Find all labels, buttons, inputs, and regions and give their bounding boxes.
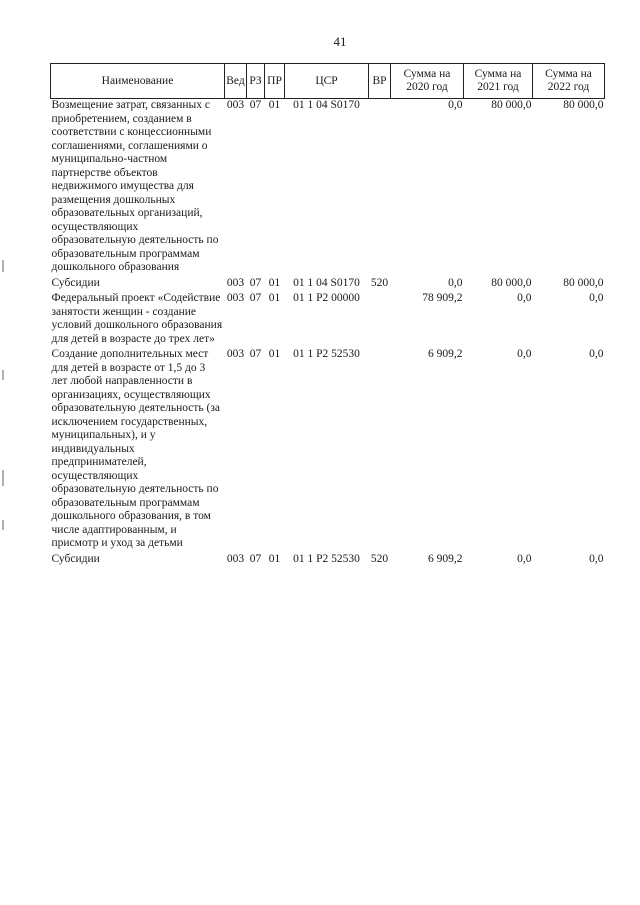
row-pr: 01 — [268, 552, 281, 565]
row-ved: 003 — [226, 276, 245, 289]
page-number: 41 — [333, 34, 347, 49]
header-sum-2021: Сумма на 2021 год — [464, 64, 533, 99]
scan-edge-mark — [2, 470, 4, 486]
row-sum-2021: 0,0 — [517, 348, 532, 360]
row-csr: 01 1 P2 52530 — [293, 348, 360, 360]
row-sum-2020: 6 909,2 — [428, 552, 463, 565]
table-row — [51, 553, 605, 567]
row-ved: 003 — [226, 292, 245, 304]
row-sum-2022: 0,0 — [589, 292, 604, 304]
row-ved: 003 — [226, 348, 245, 360]
row-vr — [369, 348, 391, 551]
row-name: Субсидии — [51, 276, 100, 289]
scan-edge-mark — [2, 370, 4, 380]
header-sum-2020: Сумма на 2020 год — [391, 64, 464, 99]
row-rz: 07 — [249, 348, 262, 360]
table-header-row — [51, 64, 605, 99]
row-sum-2021: 80 000,0 — [491, 99, 532, 111]
row-sum-2022: 80 000,0 — [563, 276, 604, 289]
row-sum-2022: 80 000,0 — [563, 99, 604, 111]
header-rz: РЗ — [247, 64, 265, 99]
header-sum-2022: Сумма на 2022 год — [533, 64, 605, 99]
row-rz: 07 — [249, 292, 262, 304]
row-csr: 01 1 04 S0170 — [293, 99, 360, 111]
row-sum-2021: 80 000,0 — [491, 276, 532, 289]
row-pr: 01 — [268, 292, 281, 304]
budget-table — [50, 63, 605, 566]
row-csr: 01 1 P2 52530 — [293, 552, 360, 565]
row-sum-2021: 0,0 — [517, 292, 532, 304]
row-vr — [369, 99, 391, 275]
row-rz: 07 — [249, 99, 262, 111]
row-sum-2021: 0,0 — [517, 552, 532, 565]
scan-edge-mark — [2, 260, 4, 272]
row-name: Федеральный проект «Содействие занятости женщин - создание условий дошкольного образования для детей в возрасте до трех лет» — [51, 292, 223, 345]
row-vr: 520 — [370, 552, 389, 565]
row-pr: 01 — [268, 99, 281, 111]
row-rz: 07 — [249, 276, 262, 289]
row-csr: 01 1 P2 00000 — [293, 292, 360, 304]
row-pr: 01 — [268, 276, 281, 289]
table-row — [51, 99, 605, 275]
header-ved: Вед — [225, 64, 247, 99]
header-pr: ПР — [265, 64, 285, 99]
table-row — [51, 292, 605, 346]
row-vr — [369, 292, 391, 346]
row-name: Субсидии — [51, 552, 100, 565]
row-sum-2020: 78 909,2 — [422, 292, 463, 304]
scan-edge-mark — [2, 520, 4, 530]
row-pr: 01 — [268, 348, 281, 360]
table-row — [51, 348, 605, 551]
row-sum-2022: 0,0 — [589, 348, 604, 360]
row-sum-2020: 6 909,2 — [428, 348, 463, 360]
row-sum-2020: 0,0 — [448, 99, 463, 111]
row-name: Создание дополнительных мест для детей в возрасте от 1,5 до 3 лет любой направленности в организациях, осуществляющих образовательную деятельность (за исключением государственных, муниципальных), и у индивидуальных предпринимателей, осуществляющих образовательную деятельность по образовательным программам дошкольного образования, в том числе адаптированным, и присмотр и уход за детьми — [51, 348, 221, 549]
header-csr: ЦСР — [285, 64, 369, 99]
row-csr: 01 1 04 S0170 — [293, 276, 360, 289]
header-vr: ВР — [369, 64, 391, 99]
header-name: Наименование — [51, 64, 225, 99]
row-rz: 07 — [249, 552, 262, 565]
table-row — [51, 277, 605, 291]
row-ved: 003 — [226, 552, 245, 565]
row-ved: 003 — [226, 99, 245, 111]
row-vr: 520 — [370, 276, 389, 289]
row-sum-2022: 0,0 — [589, 552, 604, 565]
row-name: Возмещение затрат, связанных с приобретением, созданием в соответствии с концессионными соглашениями, соглашениями о муниципально-частном партнерстве объектов недвижимого имущества для размещения дошкольных образовательных организаций, осуществляющих образовательную деятельность по образовательным программам дошкольного образования — [51, 99, 219, 273]
row-sum-2020: 0,0 — [448, 276, 463, 289]
